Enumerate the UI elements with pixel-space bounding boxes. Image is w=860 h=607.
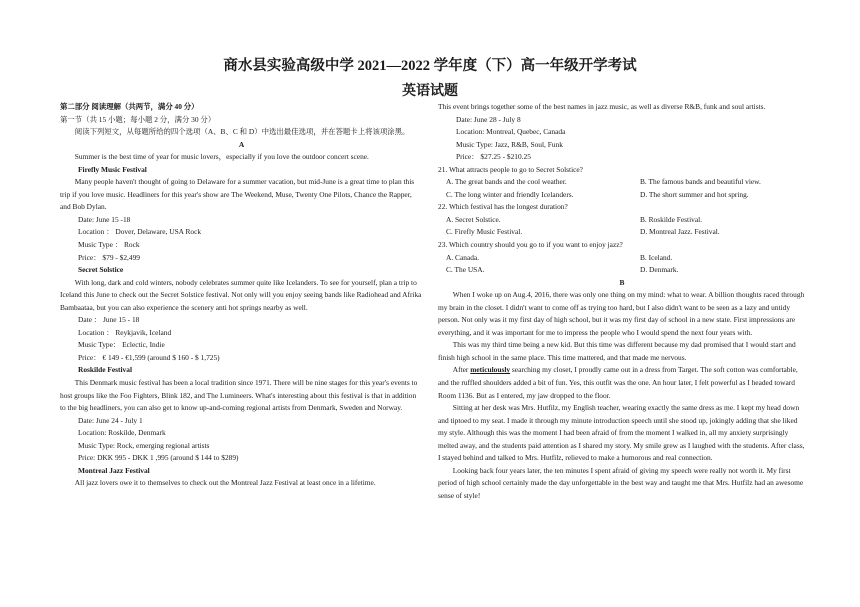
option-c: C. Firefly Music Festival.: [446, 227, 523, 237]
option-a: A. Canada.: [446, 252, 480, 262]
roskilde-date: Date: June 24 - July 1: [78, 415, 143, 425]
solstice-date: Date ： June 15 - 18: [78, 315, 140, 325]
option-b: B. Iceland.: [640, 252, 673, 262]
roskilde-price: Price: DKK 995 - DKK 1 ,995 (around $ 144 to $289): [78, 453, 239, 463]
roskilde-music-type: Music Type: Rock, emerging regional artists: [78, 440, 210, 450]
option-c: C. The long winter and friendly Icelanders.: [446, 189, 574, 199]
solstice-location: Location ： Reykjavik, Iceland: [78, 327, 172, 337]
festival-desc-roskilde: This Denmark music festival has been a local tradition since 1971. There will be nine stages for this year's events to host groups like the Foo Fighters, Blink 182, and The Lumineers. What's interesting about this festival is that in addition to the big headliners, you can also get to know up-and-coming regional artists from Denmark, Sweden and Norway.: [60, 378, 418, 413]
passage-b-paragraph: This was my third time being a new kid. But this time was different because my dad promised that I would start and finish high school in the same place. This time mattered, and that made me nervous.: [438, 340, 796, 362]
solstice-price: Price： € 149 - €1,599 (around $ 160 - $ 1,725): [78, 352, 220, 362]
montreal-price: Price： $27.25 - $210.25: [456, 152, 531, 162]
firefly-date: Date: June 15 -18: [78, 214, 131, 224]
para3-start: After: [452, 365, 471, 375]
firefly-price: Price： $79 - $2,499: [78, 252, 140, 262]
passage-b-paragraph: Sitting at her desk was Mrs. Hutfilz, my English teacher, wearing exactly the same dress as me. I kept my head down and tiptoed to my seat. I made it through my minute introduction speech until she stood up, jokingly adding that she liked my style. Although this was the moment I had been afraid of from the moment I walked in, all my anxiety surprisingly melted away, and the students paid attention as I shared my story. My smile grew as I laughed with the students. After class, I stayed behind and talked to Mrs. Hutfilz, relieved to make a humorous and real connection.: [438, 403, 805, 463]
firefly-location: Location ： Dover, Delaware, USA Rock: [78, 227, 202, 237]
solstice-music-type: Music Type： Eclectic, Indie: [78, 340, 165, 350]
festival-desc-montreal: All jazz lovers owe it to themselves to check out the Montreal Jazz Festival at least once in a lifetime.: [74, 478, 376, 488]
question-stem: 22. Which festival has the longest duration?: [438, 202, 568, 212]
festival-name-firefly: Firefly Music Festival: [78, 164, 147, 174]
montreal-location: Location: Montreal, Quebec, Canada: [456, 127, 566, 137]
option-b: B. The famous bands and beautiful view.: [640, 177, 761, 187]
option-d: D. Denmark.: [640, 265, 679, 275]
instructions: 阅读下列短文，从每题所给的四个选项（A、B、C 和 D）中选出最佳选项，并在答题卡上将该项涂黑。: [74, 127, 410, 137]
festival-desc-solstice: With long, dark and cold winters, nobody celebrates summer quite like Icelanders. To see for yourself, plan a trip to Iceland this June to check out the Secret Solstice festival. Not only will you enjoy seeing bands like Radiohead and Afrika Bambaataa, but you can also experience the scenery anti hot springs nearby as well.: [60, 277, 422, 312]
montreal-desc-continued: This event brings together some of the best names in jazz music, as well as diverse R&B, funk and soul artists.: [438, 102, 766, 111]
passage-a-letter: A: [238, 139, 245, 149]
right-column: [438, 101, 806, 503]
festival-name-montreal: Montreal Jazz Festival: [78, 465, 150, 475]
festival-desc-firefly: Many people haven't thought of going to Delaware for a summer vacation, but mid-June is a great time to plan this trip if you love music. Headliners for this year's show are The Weekend, Muse, Twenty One Pilots, Chance the Rapper, and Bob Dylan.: [60, 177, 415, 212]
firefly-music-type: Music Type ： Rock: [78, 240, 140, 250]
question-stem: 23. Which country should you go to if you want to enjoy jazz?: [438, 240, 623, 250]
festival-name-solstice: Secret Solstice: [78, 265, 124, 275]
left-column: [60, 101, 423, 490]
passage-a-intro: Summer is the best time of year for music lovers，especially if you love the outdoor concert scene.: [74, 152, 369, 162]
part-heading: 第二部分 阅读理解（共两节，满分 40 分）: [60, 102, 199, 111]
option-d: D. Montreal Jazz. Festival.: [640, 227, 720, 237]
roskilde-location: Location: Roskilde, Denmark: [78, 428, 166, 438]
montreal-date: Date: June 28 - July 8: [456, 114, 521, 124]
passage-b-paragraph: Looking back four years later, the ten minutes I spent afraid of giving my speech were really not worth it. My first period of high school certainly made the day unforgettable in the best way and taught me that Mrs. Hutfilz had an awesome sense of style!: [438, 465, 804, 500]
option-a: A. Secret Solstice.: [446, 214, 501, 224]
underlined-word: meticulously: [470, 365, 511, 375]
para3-rest: searching my closet, I proudly came out in a dress from Target. The soft cotton was comfortable, and the ruffled shoulders added a bit of fun. Yes, this outfit was the one. An hour later, I felt powerful as I headed toward Room 1136. But as I entered, my jaw dropped to the floor.: [438, 365, 798, 400]
option-a: A. The great bands and the cool weather.: [446, 177, 567, 187]
exam-title: 商水县实验高级中学 2021—2022 学年度（下）高一年级开学考试: [223, 58, 637, 74]
section-heading: 第一节（共 15 小题；每小题 2 分，满分 30 分）: [60, 114, 216, 124]
passage-b-paragraph: [438, 364, 806, 402]
festival-name-roskilde: Roskilde Festival: [78, 365, 132, 375]
montreal-music-type: Music Type: Jazz, R&B, Soul, Funk: [456, 139, 563, 149]
option-c: C. The USA.: [446, 265, 485, 275]
passage-b-letter: B: [619, 277, 625, 287]
passage-b-paragraph: When I woke up on Aug.4, 2016, there was only one thing on my mind: what to wear. A billion thoughts raced through my brain in the closet. I didn't want to come off as trying too hard, but I also didn't want to be seen as a lazy and untidy person. Not only was it my first day of high school, but it was my first day of school in a new state. First impressions are everything, and it was important for me to impress the people who I would spend the next four years with.: [438, 290, 805, 337]
question-stem: 21. What attracts people to go to Secret Solstice?: [438, 164, 583, 174]
subject-title: 英语试题: [402, 84, 458, 99]
option-b: B. Roskilde Festival.: [640, 214, 703, 224]
option-d: D. The short summer and hot spring.: [640, 189, 749, 199]
